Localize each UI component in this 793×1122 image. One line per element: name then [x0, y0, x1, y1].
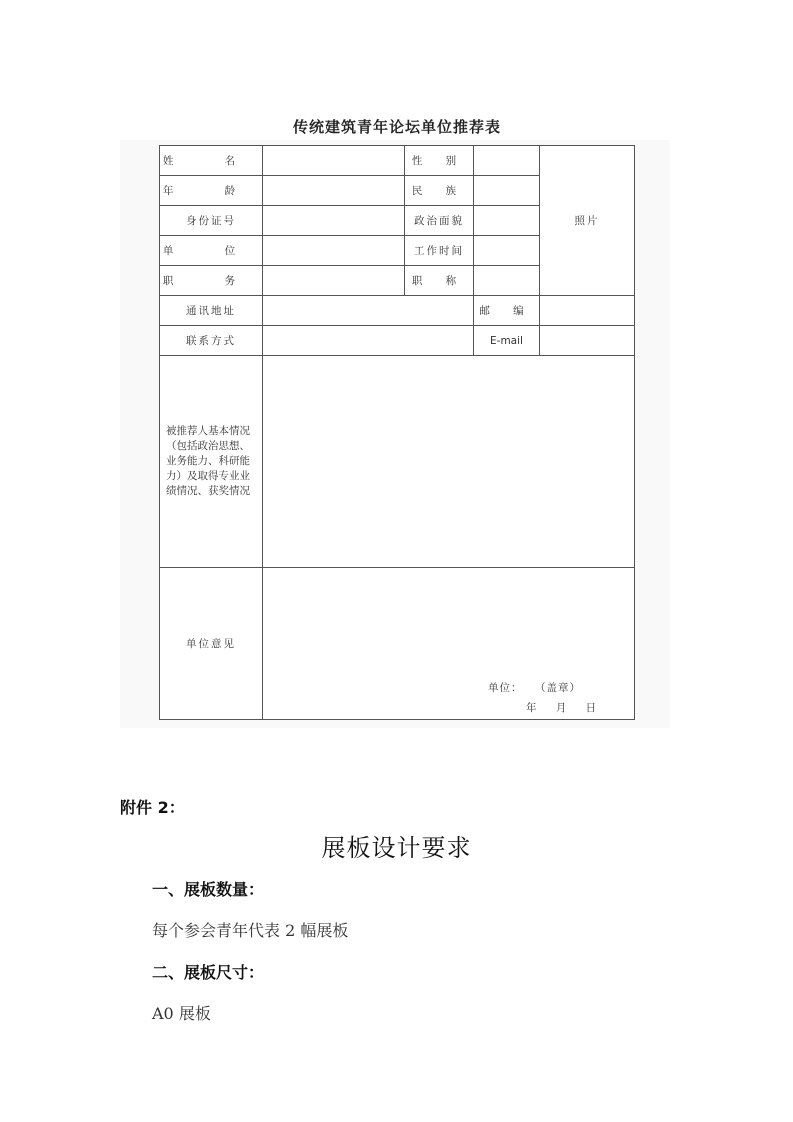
label-opinion: 单位意见 [160, 568, 263, 720]
description-field[interactable] [263, 356, 635, 568]
label-id-number: 身份证号 [160, 206, 263, 236]
form-title: 传统建筑青年论坛单位推荐表 [292, 118, 501, 136]
form-row-contact [160, 326, 635, 356]
section-heading-quantity: 一、展板数量： [152, 880, 265, 899]
section-body-size: A0 展板 [152, 1004, 211, 1023]
label-unit: 单 位 [160, 236, 263, 266]
label-age: 年 龄 [160, 176, 263, 206]
title-field[interactable] [474, 266, 540, 296]
political-status-field[interactable] [474, 206, 540, 236]
label-postcode: 邮 编 [474, 296, 540, 326]
address-field[interactable] [263, 296, 474, 326]
unit-field[interactable] [263, 236, 405, 266]
label-address: 通讯地址 [160, 296, 263, 326]
position-field[interactable] [263, 266, 405, 296]
date-line: 年 月 日 [526, 702, 597, 714]
section-heading-size: 二、展板尺寸： [152, 963, 265, 982]
id-number-field[interactable] [263, 206, 405, 236]
opinion-field[interactable] [263, 568, 635, 720]
postcode-field[interactable] [540, 296, 635, 326]
label-contact: 联系方式 [160, 326, 263, 356]
form-row-name [160, 146, 635, 176]
photo-cell[interactable]: 照片 [540, 146, 635, 296]
document-title: 展板设计要求 [321, 834, 472, 862]
recommendation-form-table [159, 145, 635, 720]
section-body-quantity: 每个参会青年代表 2 幅展板 [152, 921, 349, 940]
label-description: 被推荐人基本情况（包括政治思想、业务能力、科研能力）及取得专业业绩情况、获奖情况 [160, 356, 263, 568]
label-position: 职 务 [160, 266, 263, 296]
form-row-opinion [160, 568, 635, 720]
label-gender: 性 别 [405, 146, 474, 176]
label-email: E-mail [474, 326, 540, 356]
label-title: 职 称 [405, 266, 474, 296]
unit-stamp-line: 单位： （盖章） [488, 682, 581, 694]
form-row-address [160, 296, 635, 326]
ethnicity-field[interactable] [474, 176, 540, 206]
age-field[interactable] [263, 176, 405, 206]
label-political-status: 政治面貌 [405, 206, 474, 236]
contact-field[interactable] [263, 326, 474, 356]
label-name: 姓 名 [160, 146, 263, 176]
work-time-field[interactable] [474, 236, 540, 266]
attachment-label: 附件 2： [120, 798, 185, 817]
form-row-description [160, 356, 635, 568]
label-work-time: 工作时间 [405, 236, 474, 266]
email-field[interactable] [540, 326, 635, 356]
label-ethnicity: 民 族 [405, 176, 474, 206]
name-field[interactable] [263, 146, 405, 176]
gender-field[interactable] [474, 146, 540, 176]
